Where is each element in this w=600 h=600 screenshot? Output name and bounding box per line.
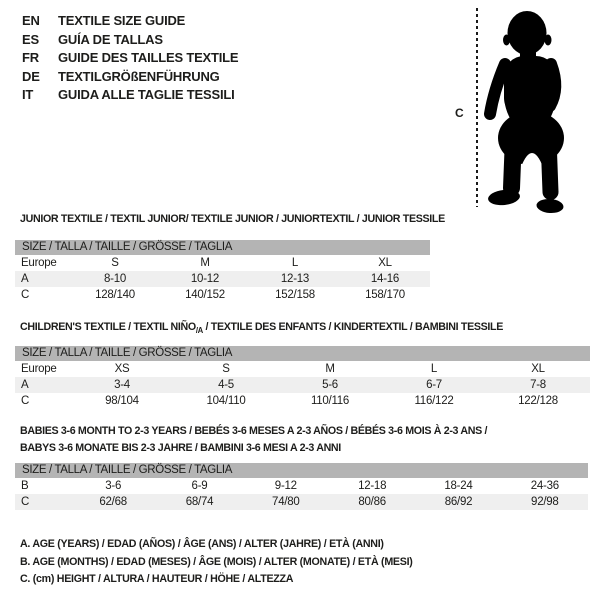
value-cell: 98/104 <box>105 395 139 407</box>
language-row-de <box>22 68 238 87</box>
row-label: A <box>15 271 70 287</box>
height-measure-dashed-line <box>476 8 478 207</box>
value-cell: 152/158 <box>275 289 315 301</box>
table-row <box>15 255 430 271</box>
row-label: C <box>21 289 30 301</box>
value-cell: 128/140 <box>95 289 135 301</box>
row-label: B <box>21 480 29 492</box>
language-row-it <box>22 86 238 105</box>
value-cell: 74/80 <box>243 494 329 510</box>
col-header-cell: XL <box>378 257 392 269</box>
title-part: / TEXTILE DES ENFANTS / KINDERTEXTIL / BAMBINI TESSILE <box>202 321 504 333</box>
note-age-months: B. AGE (MONTHS) / EDAD (MESES) / ÂGE (MOIS) / ALTER (MONATE) / ETÀ (MESI) <box>20 555 413 568</box>
value-cell: 86/92 <box>415 494 501 510</box>
col-header-cell: L <box>430 363 438 375</box>
language-title: TEXTILGRÖßENFÜHRUNG <box>58 68 220 84</box>
language-row-en <box>22 12 238 31</box>
size-header-cell: SIZE / TALLA / TAILLE / GRÖSSE / TAGLIA <box>15 346 590 361</box>
babies-size-table <box>15 463 588 510</box>
row-label: C <box>21 395 30 407</box>
value-cell: 8-10 <box>70 271 160 287</box>
language-title-list <box>22 12 238 105</box>
value-cell: 14-16 <box>340 271 430 287</box>
language-title: GUÍA DE TALLAS <box>58 31 163 47</box>
note-age-years: A. AGE (YEARS) / EDAD (AÑOS) / ÂGE (ANS) / ALTER (JAHRE) / ETÀ (ANNI) <box>20 538 384 550</box>
language-code: DE <box>22 68 40 84</box>
value-cell: 110/116 <box>310 395 350 407</box>
children-section-title <box>20 321 503 335</box>
value-cell: 122/128 <box>518 395 558 407</box>
table-row <box>15 478 588 494</box>
value-cell: 12-18 <box>358 480 387 492</box>
language-code: IT <box>22 87 34 102</box>
value-cell: 104/110 <box>206 395 246 407</box>
table-row <box>15 287 430 303</box>
value-cell: 92/98 <box>502 494 588 510</box>
language-title: TEXTILE SIZE GUIDE <box>58 13 186 28</box>
value-cell: 9-12 <box>274 480 297 492</box>
value-cell: 80/86 <box>329 494 415 510</box>
col-header-cell: L <box>291 257 299 269</box>
col-header-cell: M <box>325 363 335 375</box>
language-code: ES <box>22 31 39 47</box>
children-size-table <box>15 346 590 409</box>
table-row <box>15 494 588 510</box>
col-header-cell: XL <box>531 363 545 375</box>
size-header-cell: SIZE / TALLA / TAILLE / GRÖSSE / TAGLIA <box>15 240 430 255</box>
value-cell: 24-36 <box>530 480 559 492</box>
language-row-fr <box>22 49 238 68</box>
col-header-cell: XS <box>114 363 130 375</box>
value-cell: 12-13 <box>250 271 340 287</box>
language-title: GUIDA ALLE TAGLIE TESSILI <box>58 87 235 102</box>
col-header-cell: S <box>222 363 230 375</box>
note-height-cm: C. (cm) HEIGHT / ALTURA / HAUTEUR / HÖHE / ALTEZZA <box>20 573 294 585</box>
size-header-cell: SIZE / TALLA / TAILLE / GRÖSSE / TAGLIA <box>15 463 588 478</box>
language-code: EN <box>22 13 40 28</box>
value-cell: 10-12 <box>160 271 250 287</box>
value-cell: 158/170 <box>365 289 405 301</box>
value-cell: 7-8 <box>486 377 590 393</box>
table-row <box>15 393 590 409</box>
table-row <box>15 361 590 377</box>
language-title: GUIDE DES TAILLES TEXTILE <box>58 50 239 65</box>
junior-size-table <box>15 240 430 303</box>
value-cell: 18-24 <box>444 480 473 492</box>
value-cell: 6-9 <box>191 480 208 492</box>
value-cell: 140/152 <box>185 289 225 301</box>
legend-notes <box>20 536 425 589</box>
table-row <box>15 377 590 393</box>
value-cell: 5-6 <box>278 377 382 393</box>
value-cell: 62/68 <box>70 494 156 510</box>
value-cell: 4-5 <box>174 377 278 393</box>
title-line-2: BABYS 3-6 MONATE BIS 2-3 JAHRE / BAMBINI 3-6 MESI A 2-3 ANNI <box>20 441 341 454</box>
language-code: FR <box>22 50 39 65</box>
title-subscript: /A <box>195 326 203 336</box>
col-header-cell: M <box>200 257 210 269</box>
row-label: A <box>15 377 70 393</box>
language-row-es <box>22 31 238 50</box>
row-label: Europe <box>21 363 57 375</box>
height-measure-label: C <box>455 106 464 120</box>
title-line-1: BABIES 3-6 MONTH TO 2-3 YEARS / BEBÉS 3-6 MESES A 2-3 AÑOS / BÉBÉS 3-6 MOIS À 2-3 ANS / <box>20 425 488 437</box>
value-cell: 116/122 <box>414 395 454 407</box>
value-cell: 68/74 <box>156 494 242 510</box>
junior-section-title: JUNIOR TEXTILE / TEXTIL JUNIOR/ TEXTILE JUNIOR / JUNIORTEXTIL / JUNIOR TESSILE <box>20 213 445 225</box>
col-header-cell: S <box>111 257 119 269</box>
value-cell: 6-7 <box>382 377 486 393</box>
babies-section-title <box>20 423 487 456</box>
title-part: CHILDREN'S TEXTILE / TEXTIL NIÑO <box>20 321 196 333</box>
value-cell: 3-4 <box>70 377 174 393</box>
value-cell: 3-6 <box>105 480 122 492</box>
toddler-silhouette-image <box>480 0 600 215</box>
table-row <box>15 271 430 287</box>
row-label: Europe <box>21 257 57 269</box>
row-label: C <box>15 494 70 510</box>
